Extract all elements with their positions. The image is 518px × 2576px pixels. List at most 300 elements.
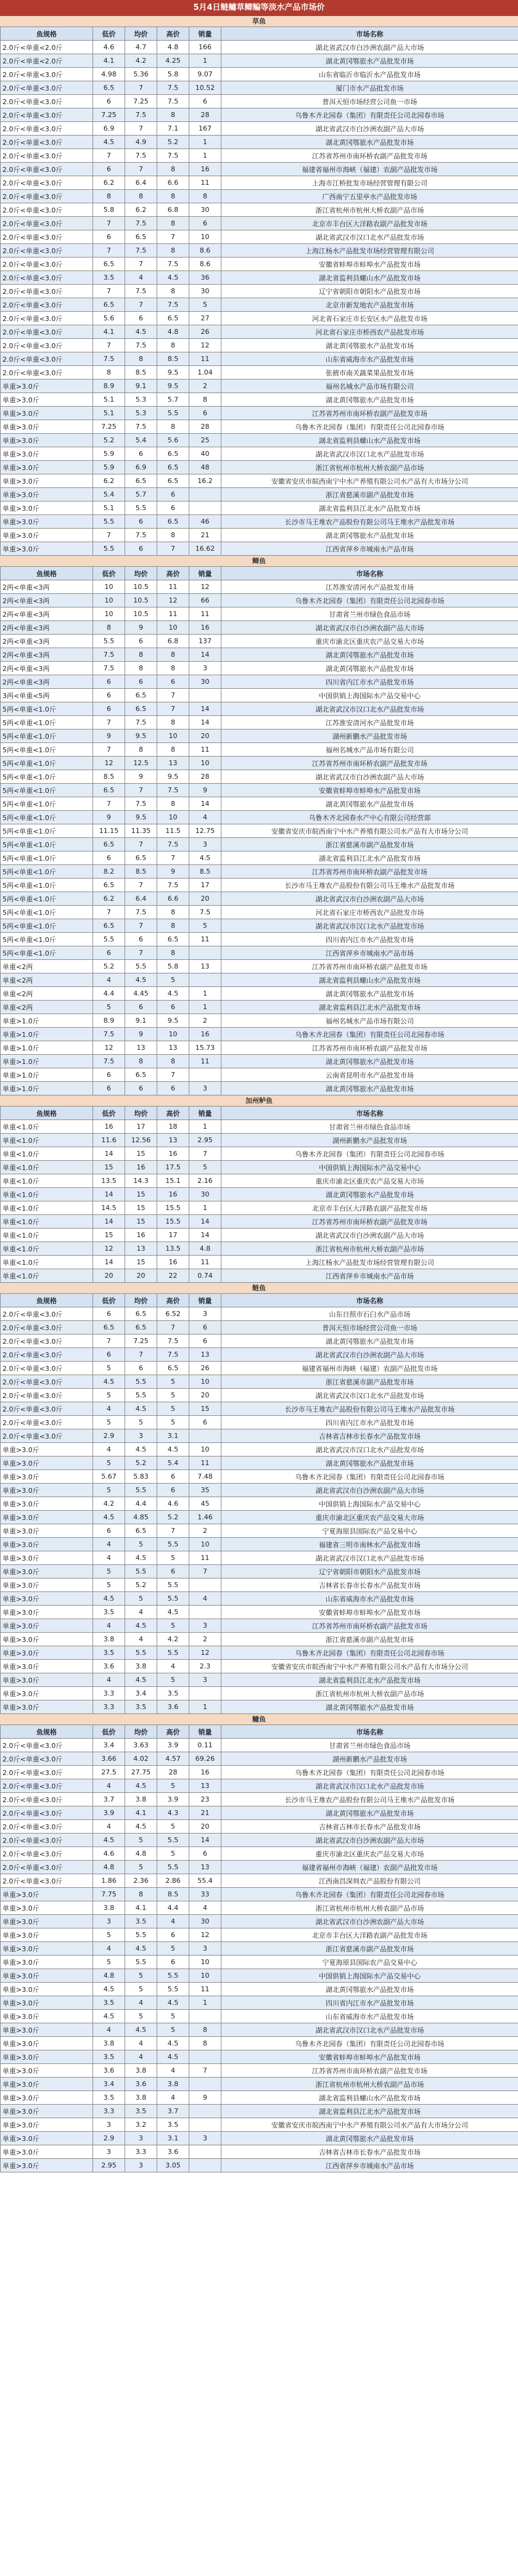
cell-low: 5 <box>93 1416 125 1429</box>
cell-avg: 4.5 <box>125 325 157 339</box>
cell-vol: 1 <box>189 136 221 149</box>
cell-vol: 6 <box>189 1321 221 1335</box>
table-row <box>1 1969 518 1983</box>
cell-spec: 2.0斤<单重<3.0斤 <box>1 258 93 271</box>
cell-vol <box>189 946 221 960</box>
cell-market: 湖北黄冈鄂旅水产品批发市场 <box>221 1806 518 1820</box>
table-row <box>1 271 518 285</box>
cell-high: 7 <box>157 689 189 702</box>
cell-high: 7.5 <box>157 1335 189 1348</box>
cell-avg: 4.5 <box>125 1942 157 1956</box>
cell-avg: 6 <box>125 1362 157 1375</box>
table-row <box>1 461 518 474</box>
page-title: 5月4日鲢鳙草鲫鳊等淡水产品市场价 <box>0 0 518 16</box>
cell-high: 7.5 <box>157 838 189 851</box>
cell-avg: 3.3 <box>125 2145 157 2159</box>
cell-spec: 2.0斤<单重<3.0斤 <box>1 95 93 108</box>
cell-avg: 4.5 <box>125 1779 157 1793</box>
cell-vol <box>189 2105 221 2118</box>
cell-market: 安徽省蚌埠市蚌埠水产品批发市场 <box>221 258 518 271</box>
cell-avg: 5.5 <box>125 1956 157 1969</box>
cell-high: 5.4 <box>157 1457 189 1470</box>
cell-avg: 3.8 <box>125 1793 157 1806</box>
cell-avg: 3 <box>125 2159 157 2172</box>
cell-vol: 6 <box>189 1416 221 1429</box>
cell-low: 2.9 <box>93 1429 125 1443</box>
cell-avg: 7 <box>125 919 157 933</box>
cell-spec: 单重>1.0斤 <box>1 1068 93 1082</box>
cell-spec: 2.0斤<单重<3.0斤 <box>1 163 93 176</box>
cell-low: 4.5 <box>93 1834 125 1847</box>
table-row <box>1 1256 518 1269</box>
cell-vol: 166 <box>189 41 221 54</box>
table-row <box>1 2091 518 2105</box>
cell-high: 5 <box>157 1389 189 1402</box>
cell-vol: 3 <box>189 1307 221 1321</box>
table-row <box>1 960 518 973</box>
cell-market: 江苏省苏州市南环桥农副产品批发市场 <box>221 149 518 163</box>
cell-spec: 单重>3.0斤 <box>1 447 93 461</box>
cell-market: 云南省昆明市水产品批发市场 <box>221 1068 518 1082</box>
table-row <box>1 1915 518 1928</box>
cell-low: 6.5 <box>93 258 125 271</box>
cell-market: 浙江省杭州市杭州大桥农副产品市场 <box>221 461 518 474</box>
cell-market: 湖北省武汉市汉口北水产品批发市场 <box>221 1443 518 1457</box>
cell-spec: 单重>3.0斤 <box>1 1511 93 1524</box>
cell-market: 湖北省监利县螺山水产品批发市场 <box>221 434 518 447</box>
cell-vol: 7 <box>189 1565 221 1579</box>
cell-high: 7.5 <box>157 784 189 797</box>
cell-low: 7.25 <box>93 108 125 122</box>
cell-market: 湖北省武汉市汉口北水产品批发市场 <box>221 1551 518 1565</box>
cell-vol: 1 <box>189 1201 221 1215</box>
header-spec: 鱼规格 <box>1 27 93 41</box>
cell-vol: 12 <box>189 580 221 594</box>
cell-vol: 4 <box>189 1901 221 1915</box>
cell-low: 11.15 <box>93 824 125 838</box>
cell-low: 6 <box>93 95 125 108</box>
cell-market: 中国供销上海国际水产品交易中心 <box>221 1969 518 1983</box>
cell-spec: 单重<2两 <box>1 973 93 987</box>
cell-vol: 6 <box>189 95 221 108</box>
cell-high: 6 <box>157 488 189 502</box>
cell-high: 13 <box>157 1041 189 1055</box>
cell-high: 6 <box>157 1082 189 1095</box>
cell-vol: 16.2 <box>189 474 221 488</box>
cell-market: 普洱天恒市场经营公司鱼一市场 <box>221 1321 518 1335</box>
cell-high: 5 <box>157 1779 189 1793</box>
cell-avg: 3.6 <box>125 2078 157 2091</box>
cell-avg: 7.5 <box>125 108 157 122</box>
cell-avg: 7 <box>125 946 157 960</box>
cell-avg: 6.2 <box>125 203 157 217</box>
cell-high: 5.5 <box>157 1969 189 1983</box>
cell-avg: 7 <box>125 258 157 271</box>
cell-spec: 单重>1.0斤 <box>1 1055 93 1068</box>
table-row <box>1 933 518 946</box>
cell-spec: 单重>1.0斤 <box>1 1082 93 1095</box>
table-row <box>1 906 518 919</box>
cell-vol: 11 <box>189 1983 221 1996</box>
cell-low: 4 <box>93 1779 125 1793</box>
cell-high: 7 <box>157 702 189 716</box>
table-row <box>1 1416 518 1429</box>
cell-low: 6 <box>93 702 125 716</box>
cell-spec: 单重>3.0斤 <box>1 542 93 556</box>
cell-market: 湖北省武汉市白沙洲农副产品大市场 <box>221 1348 518 1362</box>
cell-spec: 2两<单重<3两 <box>1 621 93 635</box>
table-row <box>1 797 518 811</box>
cell-high: 8 <box>157 662 189 675</box>
cell-spec: 2.0斤<单重<3.0斤 <box>1 68 93 81</box>
cell-low: 11.6 <box>93 1134 125 1147</box>
cell-avg: 7.5 <box>125 716 157 729</box>
table-row <box>1 1592 518 1606</box>
cell-market: 安徽省安庆市皖西南宁中水产养殖有限公司水产品有大市场分公司 <box>221 474 518 488</box>
cell-avg: 3 <box>125 1429 157 1443</box>
cell-avg: 7.5 <box>125 797 157 811</box>
cell-vol: 8 <box>189 2023 221 2037</box>
cell-avg: 7.5 <box>125 420 157 434</box>
cell-high: 5 <box>157 1402 189 1416</box>
cell-avg: 15 <box>125 1188 157 1201</box>
cell-high: 4.3 <box>157 1806 189 1820</box>
header-vol: 销量 <box>189 1107 221 1120</box>
cell-spec: 单重<1.0斤 <box>1 1256 93 1269</box>
table-row <box>1 1120 518 1134</box>
cell-high: 4.6 <box>157 1497 189 1511</box>
price-table <box>0 1106 518 1283</box>
cell-low: 4 <box>93 973 125 987</box>
cell-vol: 2 <box>189 1014 221 1028</box>
cell-market: 湖北省武汉市汉口北水产品批发市场 <box>221 2023 518 2037</box>
cell-high: 7.5 <box>157 95 189 108</box>
cell-high: 6.5 <box>157 461 189 474</box>
cell-spec: 单重>3.0斤 <box>1 1524 93 1538</box>
cell-vol: 14 <box>189 648 221 662</box>
cell-low: 6.5 <box>93 1321 125 1335</box>
cell-market: 江西省萍乡市城南水产品市场 <box>221 1269 518 1283</box>
cell-avg: 4 <box>125 2050 157 2064</box>
table-row <box>1 675 518 689</box>
cell-high: 5.7 <box>157 393 189 407</box>
cell-avg: 7 <box>125 838 157 851</box>
cell-avg: 7.5 <box>125 149 157 163</box>
cell-low: 7 <box>93 1335 125 1348</box>
cell-high: 8 <box>157 217 189 230</box>
cell-market: 长沙市马王堆农产品股份有限公司马王堆水产品批发市场 <box>221 515 518 529</box>
cell-market: 普洱天恒市场经营公司鱼一市场 <box>221 95 518 108</box>
cell-vol: 8 <box>189 393 221 407</box>
cell-market: 江西省萍乡市城南水产品市场 <box>221 946 518 960</box>
cell-market: 安徽省蚌埠市蚌埠水产品批发市场 <box>221 784 518 797</box>
cell-high: 8 <box>157 163 189 176</box>
cell-high: 8 <box>157 919 189 933</box>
cell-spec: 单重>3.0斤 <box>1 2064 93 2078</box>
cell-high: 5.5 <box>157 1538 189 1551</box>
cell-market: 辽宁省朝阳市朝阳水产品批发市场 <box>221 1565 518 1579</box>
table-row <box>1 515 518 529</box>
cell-market: 四川省内江市水产品批发市场 <box>221 1416 518 1429</box>
cell-low: 7 <box>93 743 125 757</box>
cell-high: 8 <box>157 339 189 352</box>
cell-market: 湖北黄冈鄂旅水产品批发市场 <box>221 1700 518 1714</box>
cell-spec: 2.0斤<单重<3.0斤 <box>1 1874 93 1888</box>
cell-vol: 55.4 <box>189 1874 221 1888</box>
cell-market: 浙江省慈溪市副产品批发市场 <box>221 1375 518 1389</box>
header-market: 市场名称 <box>221 1725 518 1739</box>
cell-vol: 7 <box>189 2064 221 2078</box>
cell-avg: 9 <box>125 1028 157 1041</box>
table-row <box>1 1484 518 1497</box>
cell-market: 福建省福州市海峡（福建）农副产品批发市场 <box>221 163 518 176</box>
cell-vol: 20 <box>189 1820 221 1834</box>
cell-vol: 2.16 <box>189 1174 221 1188</box>
cell-low: 8.9 <box>93 380 125 393</box>
cell-high: 5.5 <box>157 1983 189 1996</box>
table-row <box>1 1901 518 1915</box>
cell-spec: 单重<1.0斤 <box>1 1161 93 1174</box>
cell-vol: 16 <box>189 1766 221 1779</box>
cell-market: 湖北黄冈鄂旅水产品批发市场 <box>221 136 518 149</box>
cell-spec: 5两<单重<1.0斤 <box>1 879 93 892</box>
cell-market: 乌鲁木齐北园春水产中心有限公司经营部 <box>221 811 518 824</box>
cell-high: 5 <box>157 1416 189 1429</box>
cell-low: 12 <box>93 1242 125 1256</box>
cell-vol: 3 <box>189 1619 221 1633</box>
cell-vol: 2.3 <box>189 1660 221 1673</box>
table-row <box>1 851 518 865</box>
cell-high: 6.5 <box>157 447 189 461</box>
cell-market: 重庆市渝北区重庆农产品交易大市场 <box>221 1847 518 1861</box>
cell-vol: 3 <box>189 662 221 675</box>
cell-vol: 9 <box>189 2091 221 2105</box>
cell-vol: 1 <box>189 149 221 163</box>
cell-vol: 10 <box>189 230 221 244</box>
cell-low: 4.5 <box>93 1983 125 1996</box>
table-row <box>1 1752 518 1766</box>
cell-market: 乌鲁木齐北园春（集团）有限责任公司北园春市场 <box>221 1147 518 1161</box>
cell-low: 7.75 <box>93 1888 125 1901</box>
cell-high: 5 <box>157 1619 189 1633</box>
cell-spec: 2.0斤<单重<3.0斤 <box>1 298 93 312</box>
cell-low: 5 <box>93 1565 125 1579</box>
cell-spec: 单重>3.0斤 <box>1 1538 93 1551</box>
cell-vol <box>189 1606 221 1619</box>
cell-high: 4.5 <box>157 987 189 1001</box>
cell-low: 4.5 <box>93 1592 125 1606</box>
cell-vol: 1.04 <box>189 366 221 380</box>
table-row <box>1 1375 518 1389</box>
table-row <box>1 488 518 502</box>
cell-avg: 4.4 <box>125 1497 157 1511</box>
cell-low: 8.9 <box>93 1014 125 1028</box>
cell-avg: 7 <box>125 163 157 176</box>
cell-spec: 单重>3.0斤 <box>1 2132 93 2145</box>
cell-market: 长沙市马王堆农产品股份有限公司马王堆水产品批发市场 <box>221 1793 518 1806</box>
cell-avg: 6 <box>125 312 157 325</box>
cell-vol <box>189 1429 221 1443</box>
cell-market: 乌鲁木齐北园春（集团）有限责任公司北园春市场 <box>221 1470 518 1484</box>
cell-low: 4.98 <box>93 68 125 81</box>
cell-avg: 5.36 <box>125 68 157 81</box>
table-row <box>1 1700 518 1714</box>
cell-high: 7 <box>157 1524 189 1538</box>
cell-low: 3.8 <box>93 1901 125 1915</box>
cell-high: 5.5 <box>157 1834 189 1847</box>
cell-spec: 单重>3.0斤 <box>1 1983 93 1996</box>
cell-spec: 单重<1.0斤 <box>1 1188 93 1201</box>
cell-vol: 21 <box>189 1806 221 1820</box>
cell-avg: 7 <box>125 1348 157 1362</box>
cell-vol: 14 <box>189 1215 221 1229</box>
cell-low: 4 <box>93 1820 125 1834</box>
cell-vol: 12.75 <box>189 824 221 838</box>
cell-low: 6 <box>93 1082 125 1095</box>
cell-low: 4.4 <box>93 987 125 1001</box>
cell-spec: 2.0斤<单重<3.0斤 <box>1 366 93 380</box>
cell-vol: 16 <box>189 621 221 635</box>
cell-market: 湖北省武汉市白沙洲农副产品大市场 <box>221 892 518 906</box>
cell-avg: 7 <box>125 784 157 797</box>
cell-high: 5.8 <box>157 960 189 973</box>
table-row <box>1 1497 518 1511</box>
cell-vol: 14 <box>189 1229 221 1242</box>
cell-avg: 7.5 <box>125 217 157 230</box>
cell-high: 6 <box>157 675 189 689</box>
cell-vol: 11 <box>189 933 221 946</box>
cell-high: 6.5 <box>157 1362 189 1375</box>
cell-market: 河北省石家庄市桥西农产品批发市场 <box>221 906 518 919</box>
cell-high: 7.1 <box>157 122 189 136</box>
cell-vol: 30 <box>189 1915 221 1928</box>
cell-avg: 6.5 <box>125 474 157 488</box>
cell-spec: 5两<单重<1.0斤 <box>1 811 93 824</box>
cell-low: 8 <box>93 621 125 635</box>
table-row <box>1 2050 518 2064</box>
cell-high: 8 <box>157 716 189 729</box>
cell-high: 28 <box>157 1766 189 1779</box>
cell-spec: 单重>3.0斤 <box>1 2023 93 2037</box>
cell-low: 3.4 <box>93 1739 125 1752</box>
cell-low: 6.5 <box>93 919 125 933</box>
table-row <box>1 1619 518 1633</box>
cell-market: 厦门市水产品批发市场 <box>221 81 518 95</box>
cell-vol: 10 <box>189 757 221 770</box>
cell-high: 15.5 <box>157 1201 189 1215</box>
cell-market: 湖北省监利县螺山水产品批发市场 <box>221 2091 518 2105</box>
cell-low: 7 <box>93 797 125 811</box>
cell-spec: 单重<1.0斤 <box>1 1120 93 1134</box>
cell-avg: 4.5 <box>125 1673 157 1687</box>
cell-vol: 2 <box>189 1633 221 1646</box>
cell-spec: 2.0斤<单重<3.0斤 <box>1 325 93 339</box>
table-row <box>1 1134 518 1147</box>
price-table <box>0 1725 518 2172</box>
cell-high: 8 <box>157 648 189 662</box>
cell-vol: 30 <box>189 203 221 217</box>
cell-vol: 66 <box>189 594 221 607</box>
cell-avg: 4.5 <box>125 1619 157 1633</box>
cell-market: 乌鲁木齐北园春（集团）有限责任公司北园春市场 <box>221 108 518 122</box>
cell-avg: 6.5 <box>125 1068 157 1082</box>
cell-avg: 5.7 <box>125 488 157 502</box>
table-row <box>1 2064 518 2078</box>
cell-high: 9.5 <box>157 1014 189 1028</box>
cell-market: 湖北省监利县江北水产品批发市场 <box>221 1001 518 1014</box>
cell-market: 安徽省安庆市皖西南宁中水产养殖有限公司水产品有大市场分公司 <box>221 2118 518 2132</box>
table-row <box>1 1806 518 1820</box>
cell-market: 浙江省慈溪市副产品批发市场 <box>221 1942 518 1956</box>
cell-vol: 28 <box>189 108 221 122</box>
cell-spec: 5两<单重<1.0斤 <box>1 838 93 851</box>
cell-market: 浙江省杭州市杭州大桥农副产品市场 <box>221 1242 518 1256</box>
cell-low: 8.5 <box>93 770 125 784</box>
table-row <box>1 1551 518 1565</box>
cell-market: 江苏省苏州市南环桥农副产品批发市场 <box>221 1619 518 1633</box>
cell-high: 4.5 <box>157 2037 189 2050</box>
cell-avg: 3.63 <box>125 1739 157 1752</box>
cell-market: 湖北省武汉市白沙洲农副产品大市场 <box>221 122 518 136</box>
cell-spec: 单重>1.0斤 <box>1 1028 93 1041</box>
cell-high: 6 <box>157 1565 189 1579</box>
cell-spec: 5两<单重<1.0斤 <box>1 770 93 784</box>
table-header-row <box>1 1294 518 1307</box>
cell-vol <box>189 973 221 987</box>
cell-low: 4.8 <box>93 1861 125 1874</box>
cell-low: 5.9 <box>93 461 125 474</box>
cell-high: 5.2 <box>157 1511 189 1524</box>
cell-high: 5.6 <box>157 434 189 447</box>
cell-avg: 8 <box>125 648 157 662</box>
table-row <box>1 1511 518 1524</box>
table-header-row <box>1 567 518 580</box>
header-market: 市场名称 <box>221 1107 518 1120</box>
cell-low: 5.9 <box>93 447 125 461</box>
cell-vol: 4 <box>189 1592 221 1606</box>
cell-vol: 10 <box>189 1538 221 1551</box>
price-table <box>0 26 518 556</box>
cell-high: 6.52 <box>157 1307 189 1321</box>
cell-high: 5 <box>157 973 189 987</box>
table-row <box>1 757 518 770</box>
header-high: 高价 <box>157 1725 189 1739</box>
cell-avg: 13 <box>125 1242 157 1256</box>
cell-spec: 2.0斤<单重<3.0斤 <box>1 1752 93 1766</box>
cell-avg: 3.8 <box>125 2091 157 2105</box>
cell-vol: 5 <box>189 1161 221 1174</box>
cell-market: 重庆市渝北区重庆农产品交易大市场 <box>221 1511 518 1524</box>
cell-spec: 单重>3.0斤 <box>1 1942 93 1956</box>
cell-low: 7 <box>93 217 125 230</box>
cell-avg: 5.3 <box>125 407 157 420</box>
table-row <box>1 41 518 54</box>
cell-low: 5.5 <box>93 635 125 648</box>
cell-market: 江西南昌深圳农产品股份有限公司 <box>221 1874 518 1888</box>
cell-spec: 2.0斤<单重<3.0斤 <box>1 1834 93 1847</box>
cell-spec: 5两<单重<1.0斤 <box>1 946 93 960</box>
cell-spec: 单重>3.0斤 <box>1 474 93 488</box>
cell-vol: 6 <box>189 1847 221 1861</box>
cell-low: 4.6 <box>93 41 125 54</box>
cell-high: 4.8 <box>157 41 189 54</box>
cell-spec: 单重>3.0斤 <box>1 515 93 529</box>
cell-market: 湖北黄冈鄂旅水产品批发市场 <box>221 339 518 352</box>
cell-low: 7 <box>93 285 125 298</box>
cell-spec: 5两<单重<1.0斤 <box>1 729 93 743</box>
cell-market: 江苏省苏州市南环桥农副产品批发市场 <box>221 2064 518 2078</box>
cell-market: 北京市丰台区大洋路农副产品批发市场 <box>221 1928 518 1942</box>
